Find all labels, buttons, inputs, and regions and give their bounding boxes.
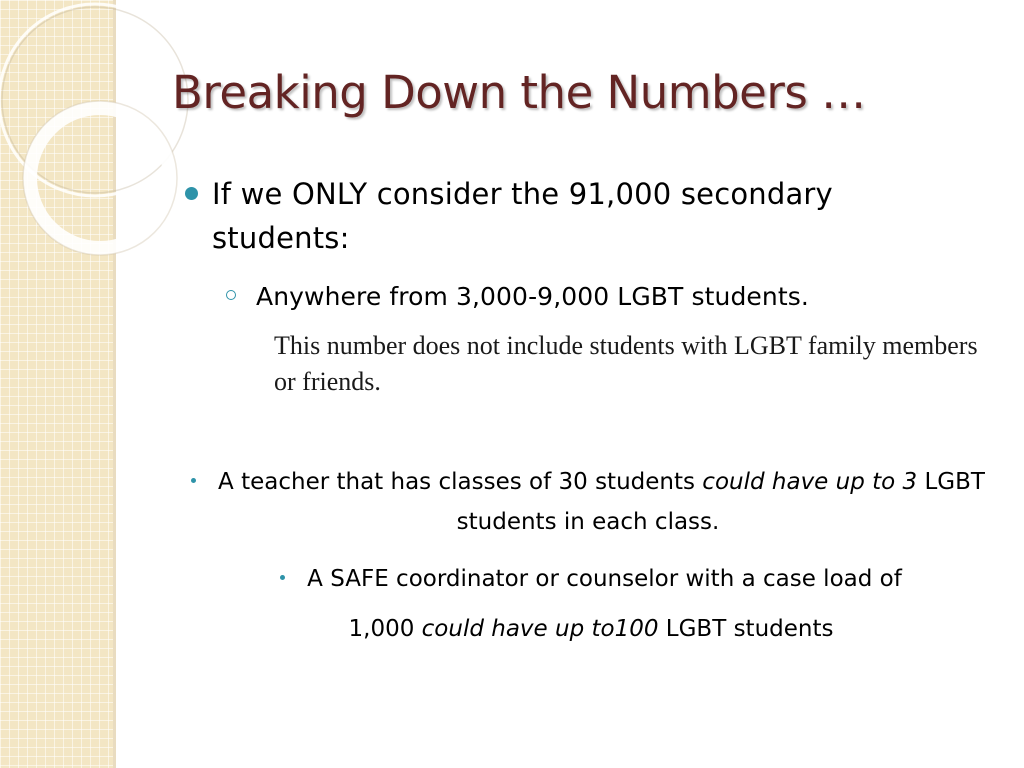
slide-title: Breaking Down the Numbers … <box>172 66 866 119</box>
coordinator-text-a: A SAFE coordinator or counselor with a case load of <box>307 566 902 592</box>
teacher-text-a: A teacher that has classes of 30 students <box>218 469 703 495</box>
bullet-note: This number does not include students with LGBT family members or friends. <box>274 331 978 396</box>
decorative-rings <box>0 0 200 260</box>
coordinator-text-b: 1,000 <box>348 616 422 642</box>
coordinator-italic: could have up to100 <box>421 616 659 642</box>
coordinator-text-c: LGBT students <box>658 616 834 642</box>
small-bullet-icon <box>280 575 285 580</box>
bullet-level2-text: Anywhere from 3,000-9,000 LGBT students. <box>256 282 809 311</box>
teacher-text-b: LGBT students in each class. <box>456 469 985 535</box>
bullet-teacher <box>188 462 988 542</box>
small-bullet-icon <box>191 478 196 483</box>
bullet-level1-text: If we ONLY consider the 91,000 secondary students: <box>212 177 833 255</box>
bullet-dot-icon <box>185 187 198 200</box>
bullet-coordinator <box>196 554 986 654</box>
bullet-ring-icon <box>226 290 236 300</box>
teacher-italic: could have up to 3 <box>702 469 918 495</box>
